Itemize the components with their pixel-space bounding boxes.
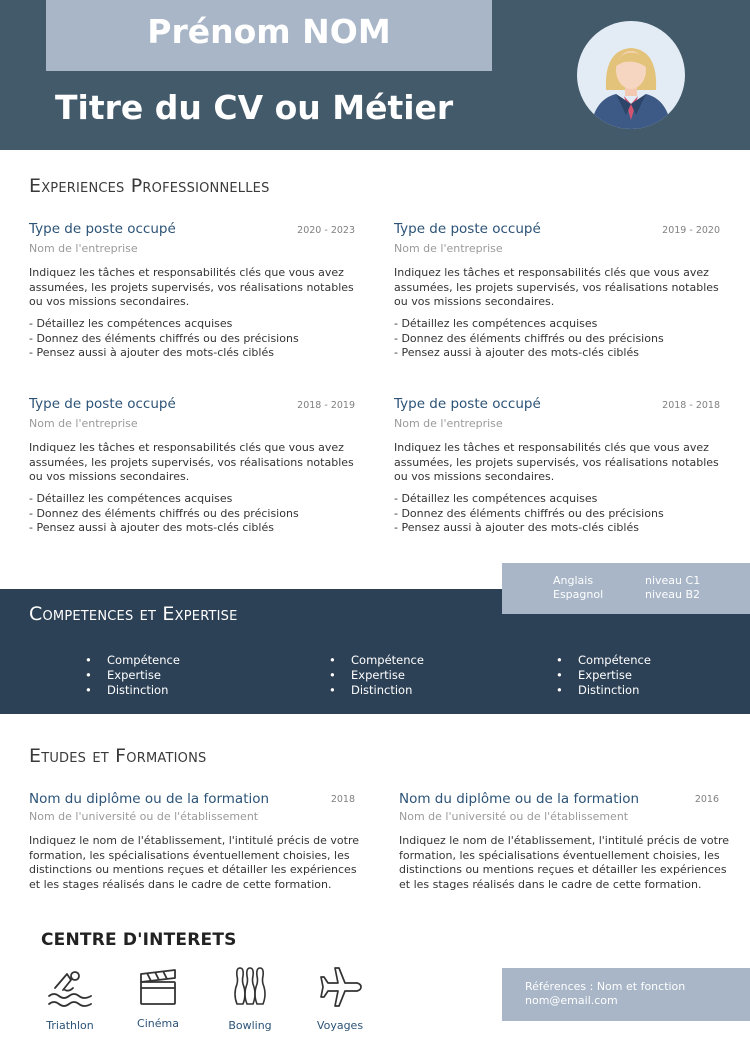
degree-description: Indiquez le nom de l'établissement, l'intitulé précis de votre formation, les spécialisations éventuellement choisies, les distinctions ou mentions reçues et détailler les expériences et les stages réalisés dans le cadre de cette formation. bbox=[399, 834, 730, 891]
interest-label: Voyages bbox=[316, 1019, 364, 1032]
job-point: - Détaillez les compétences acquises bbox=[394, 492, 598, 505]
skill-item: • Distinction bbox=[85, 683, 180, 698]
degree-description: Indiquez le nom de l'établissement, l'intitulé précis de votre formation, les spécialisations éventuellement choisies, les distinctions ou mentions reçues et détailler les expériences et les stages réalisés dans le cadre de cette formation. bbox=[29, 834, 360, 891]
job-point: - Pensez aussi à ajouter des mots-clés ciblés bbox=[29, 521, 274, 534]
languages-box bbox=[502, 563, 750, 614]
job-dates: 2018 - 2018 bbox=[662, 400, 720, 411]
job-point: - Détaillez les compétences acquises bbox=[29, 317, 233, 330]
job-point: - Pensez aussi à ajouter des mots-clés ciblés bbox=[29, 346, 274, 359]
language-level: niveau B2 bbox=[645, 588, 701, 601]
avatar-icon bbox=[576, 20, 686, 130]
degree-title: Nom du diplôme ou de la formation bbox=[29, 791, 270, 807]
cv-header bbox=[0, 0, 750, 150]
interest-triathlon bbox=[30, 964, 110, 1032]
skill-item: • Compétence bbox=[556, 653, 651, 668]
skills-column-3 bbox=[556, 653, 651, 698]
job-point: - Donnez des éléments chiffrés ou des précisions bbox=[29, 331, 299, 345]
language-name: Anglais bbox=[553, 574, 594, 587]
skill-item: • Compétence bbox=[329, 653, 424, 668]
references-email: nom@email.com bbox=[525, 994, 618, 1007]
job-point: - Donnez des éléments chiffrés ou des précisions bbox=[29, 506, 299, 520]
job-description: Indiquez les tâches et responsabilités clés que vous avez assumées, les projets supervisés, vos réalisations notables ou vos missions secondaires. bbox=[29, 441, 354, 483]
job-point: - Donnez des éléments chiffrés ou des précisions bbox=[394, 506, 664, 520]
language-level: niveau C1 bbox=[645, 574, 701, 587]
job-dates: 2018 - 2019 bbox=[297, 400, 355, 411]
references-box bbox=[502, 968, 750, 1021]
job-company: Nom de l'entreprise bbox=[394, 242, 503, 255]
job-points bbox=[394, 492, 724, 536]
job-title: Type de poste occupé bbox=[394, 396, 541, 412]
candidate-name: Prénom NOM bbox=[147, 12, 391, 51]
skill-item: • Compétence bbox=[85, 653, 180, 668]
interest-label: Cinéma bbox=[137, 1017, 179, 1030]
interest-cinema bbox=[118, 964, 198, 1030]
job-point: - Donnez des éléments chiffrés ou des précisions bbox=[394, 331, 664, 345]
job-title: Type de poste occupé bbox=[29, 221, 176, 237]
job-company: Nom de l'entreprise bbox=[29, 417, 138, 430]
job-title: Type de poste occupé bbox=[29, 396, 176, 412]
name-box bbox=[46, 0, 492, 71]
cv-title: Titre du CV ou Métier bbox=[55, 88, 454, 127]
skills-column-2 bbox=[329, 653, 424, 698]
job-point: - Détaillez les compétences acquises bbox=[29, 492, 233, 505]
skills-column-1 bbox=[85, 653, 180, 698]
skills-heading: Competences et Expertise bbox=[29, 603, 238, 625]
interest-voyages bbox=[300, 964, 380, 1032]
interest-label: Triathlon bbox=[46, 1019, 94, 1032]
education-heading: Etudes et Formations bbox=[29, 745, 207, 767]
bowling-pins-icon bbox=[225, 964, 275, 1010]
skill-item: • Expertise bbox=[329, 668, 424, 683]
job-point: - Pensez aussi à ajouter des mots-clés ciblés bbox=[394, 521, 639, 534]
job-points bbox=[29, 317, 359, 361]
clapperboard-icon bbox=[133, 964, 183, 1010]
interest-bowling bbox=[210, 964, 290, 1032]
school-name: Nom de l'université ou de l'établissement bbox=[399, 810, 629, 823]
references-text: Références : Nom et fonction bbox=[525, 980, 686, 993]
interest-label: Bowling bbox=[228, 1019, 272, 1032]
job-company: Nom de l'entreprise bbox=[29, 242, 138, 255]
job-points bbox=[29, 492, 359, 536]
job-points bbox=[394, 317, 724, 361]
airplane-icon bbox=[315, 964, 365, 1010]
skill-item: • Expertise bbox=[556, 668, 651, 683]
job-dates: 2019 - 2020 bbox=[662, 225, 720, 236]
job-dates: 2020 - 2023 bbox=[297, 225, 355, 236]
job-company: Nom de l'entreprise bbox=[394, 417, 503, 430]
job-point: - Pensez aussi à ajouter des mots-clés ciblés bbox=[394, 346, 639, 359]
experience-heading: Experiences Professionnelles bbox=[29, 175, 270, 197]
job-title: Type de poste occupé bbox=[394, 221, 541, 237]
job-description: Indiquez les tâches et responsabilités clés que vous avez assumées, les projets supervisés, vos réalisations notables ou vos missions secondaires. bbox=[29, 266, 354, 308]
degree-title: Nom du diplôme ou de la formation bbox=[399, 791, 640, 807]
job-description: Indiquez les tâches et responsabilités clés que vous avez assumées, les projets supervisés, vos réalisations notables ou vos missions secondaires. bbox=[394, 441, 719, 483]
interests-heading: CENTRE D'INTERETS bbox=[41, 930, 237, 950]
job-description: Indiquez les tâches et responsabilités clés que vous avez assumées, les projets supervisés, vos réalisations notables ou vos missions secondaires. bbox=[394, 266, 719, 308]
degree-year: 2016 bbox=[694, 794, 719, 805]
degree-year: 2018 bbox=[330, 794, 355, 805]
school-name: Nom de l'université ou de l'établissement bbox=[29, 810, 259, 823]
skill-item: • Distinction bbox=[329, 683, 424, 698]
job-point: - Détaillez les compétences acquises bbox=[394, 317, 598, 330]
language-name: Espagnol bbox=[553, 588, 604, 601]
swimmer-icon bbox=[45, 964, 95, 1010]
skill-item: • Expertise bbox=[85, 668, 180, 683]
skill-item: • Distinction bbox=[556, 683, 651, 698]
